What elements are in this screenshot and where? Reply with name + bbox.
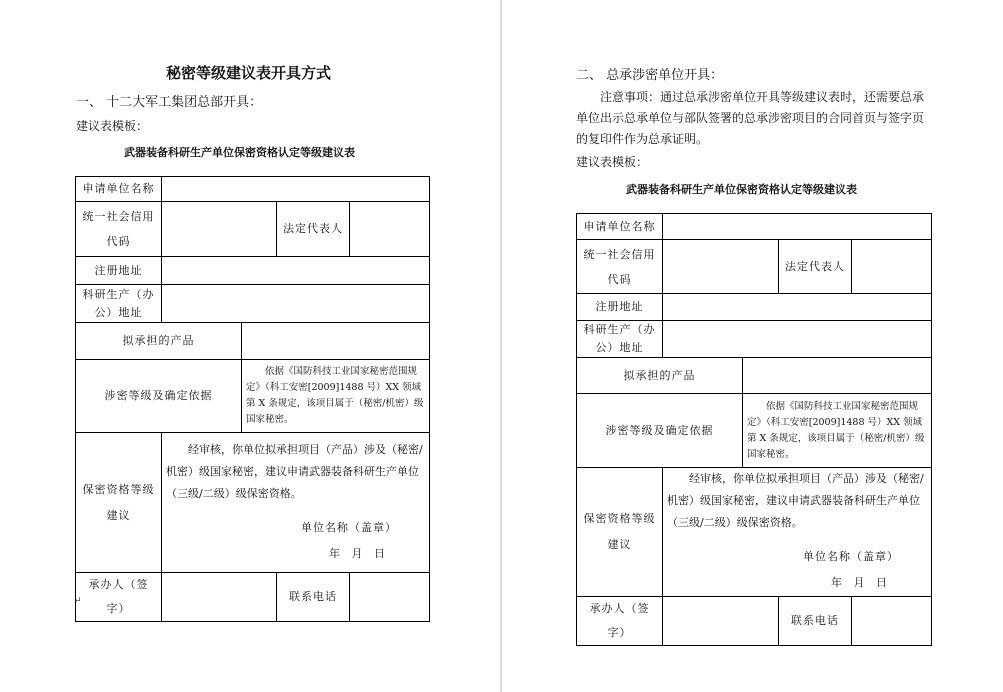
- template-label: 建议表模板：: [576, 155, 649, 169]
- handler-label: 承办人（签字）: [76, 573, 162, 622]
- product-field[interactable]: [743, 358, 932, 394]
- legal-rep-field[interactable]: [852, 240, 932, 294]
- document-page-right: [502, 0, 1003, 692]
- opinion-text: 经审核，你单位拟承担项目（产品）涉及（秘密/机密）级国家秘密，建议申请武器装备科研生产单位（三级/二级）级保密资格。: [667, 472, 924, 529]
- reg-address-field[interactable]: [663, 294, 932, 321]
- applicant-name-label: 申请单位名称: [577, 214, 663, 240]
- phone-label: 联系电话: [779, 597, 852, 646]
- office-address-label: 科研生产（办公）地址: [76, 285, 162, 323]
- office-address-field[interactable]: [162, 285, 430, 323]
- reg-address-label: 注册地址: [577, 294, 663, 321]
- phone-field[interactable]: [852, 597, 932, 646]
- product-field[interactable]: [242, 323, 430, 360]
- recommendation-form: [576, 213, 932, 646]
- date-label: 年 月 日: [329, 546, 385, 560]
- opinion-label: 保密资格等级建议: [577, 468, 663, 597]
- recommendation-form: [75, 176, 430, 622]
- credit-code-label: 统一社会信用代码: [577, 240, 663, 294]
- product-label: 拟承担的产品: [577, 358, 743, 394]
- form-title: 武器装备科研生产单位保密资格认定等级建议表: [124, 146, 355, 159]
- phone-label: 联系电话: [277, 573, 350, 622]
- seal-label: 单位名称（盖章）: [301, 520, 397, 534]
- opinion-cell: [663, 468, 932, 597]
- form-title: 武器装备科研生产单位保密资格认定等级建议表: [626, 183, 857, 196]
- secret-basis-text: 依据《国防科技工业国家秘密范围规定》（科工安密[2009]1488 号）XX 领域第 X 条规定，该项目属于（秘密/机密）级国家秘密。: [246, 366, 424, 425]
- date-label: 年 月 日: [831, 576, 887, 589]
- legal-rep-label: 法定代表人: [779, 240, 852, 294]
- phone-field[interactable]: [350, 573, 430, 622]
- section-heading-2: 二、 总承涉密单位开具：: [576, 68, 724, 83]
- legal-rep-field[interactable]: [350, 202, 430, 257]
- applicant-name-field[interactable]: [162, 177, 430, 202]
- seal-label: 单位名称（盖章）: [803, 550, 899, 563]
- opinion-text: 经审核，你单位拟承担项目（产品）涉及（秘密/机密）级国家秘密，建议申请武器装备科研生产单位（三级/二级）级保密资格。: [166, 442, 423, 500]
- handler-field[interactable]: [162, 573, 277, 622]
- credit-code-field[interactable]: [162, 202, 277, 257]
- legal-rep-label: 法定代表人: [277, 202, 350, 257]
- secret-basis-label: 涉密等级及确定依据: [76, 360, 242, 433]
- handler-field[interactable]: [663, 597, 779, 646]
- product-label: 拟承担的产品: [76, 323, 242, 360]
- office-address-field[interactable]: [663, 321, 932, 358]
- applicant-name-label: 申请单位名称: [76, 177, 162, 202]
- paragraph-mark: ↵: [74, 596, 82, 606]
- template-label: 建议表模板：: [76, 119, 149, 133]
- document-page-left: [0, 0, 500, 692]
- credit-code-field[interactable]: [663, 240, 779, 294]
- secret-basis-text: 依据《国防科技工业国家秘密范围规定》（科工安密[2009]1488 号）XX 领域第 X 条规定，该项目属于（秘密/机密）级国家秘密。: [747, 400, 925, 460]
- handler-label: 承办人（签字）: [577, 597, 663, 646]
- applicant-name-field[interactable]: [663, 214, 932, 240]
- opinion-label: 保密资格等级建议: [76, 433, 162, 573]
- credit-code-label: 统一社会信用代码: [76, 202, 162, 257]
- opinion-cell: [162, 433, 430, 573]
- reg-address-label: 注册地址: [76, 257, 162, 285]
- secret-basis-label: 涉密等级及确定依据: [577, 394, 743, 468]
- reg-address-field[interactable]: [162, 257, 430, 285]
- section-heading-1: 一、 十二大军工集团总部开具：: [76, 95, 263, 110]
- page-title: 秘密等级建议表开具方式: [166, 64, 332, 82]
- note-paragraph: 注意事项：通过总承涉密单位开具等级建议表时，还需要总承单位出示总承单位与部队签署的总承涉密项目的合同首页与签字页的复印件作为总承证明。: [576, 90, 925, 146]
- office-address-label: 科研生产（办公）地址: [577, 321, 663, 358]
